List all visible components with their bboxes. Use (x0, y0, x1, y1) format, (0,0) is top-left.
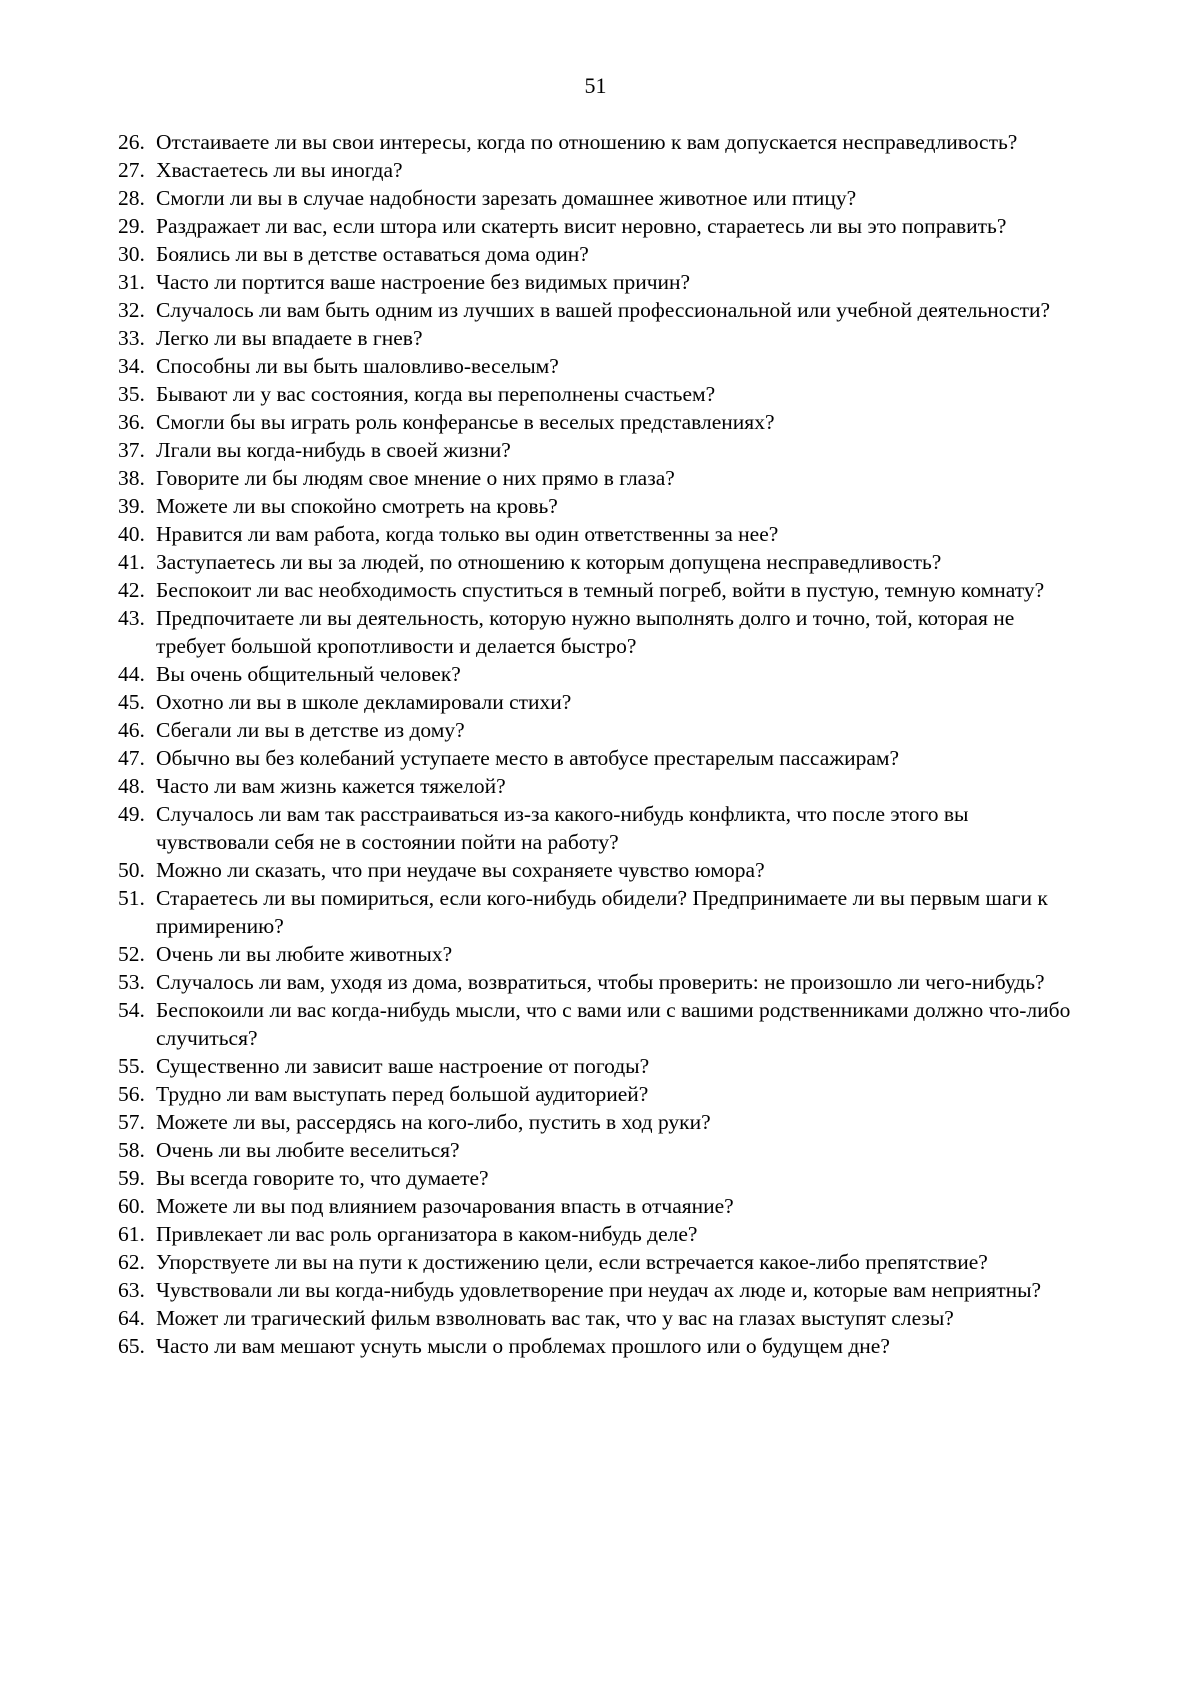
question-item (118, 184, 1078, 212)
question-list (118, 128, 1078, 1360)
question-number: 59. (118, 1166, 145, 1190)
question-text: Вы всегда говорите то, что думаете? (156, 1166, 489, 1190)
question-text: Беспокоили ли вас когда-нибудь мысли, что с вами или с вашими родственниками должно что-либо случиться? (156, 998, 1071, 1050)
question-text: Говорите ли бы людям свое мнение о них прямо в глаза? (156, 466, 675, 490)
question-item (118, 716, 1078, 744)
question-text: Отстаиваете ли вы свои интересы, когда по отношению к вам допускается несправедливость? (156, 130, 1018, 154)
question-number: 56. (118, 1082, 145, 1106)
question-text: Способны ли вы быть шаловливо-веселым? (156, 354, 559, 378)
question-item (118, 1108, 1078, 1136)
question-number: 49. (118, 802, 145, 826)
question-number: 47. (118, 746, 145, 770)
question-number: 54. (118, 998, 145, 1022)
question-item (118, 380, 1078, 408)
question-text: Стараетесь ли вы помириться, если кого-нибудь обидели? Предпринимаете ли вы первым шаги к примирению? (156, 886, 1048, 938)
question-number: 55. (118, 1054, 145, 1078)
question-number: 36. (118, 410, 145, 434)
question-number: 32. (118, 298, 145, 322)
question-item (118, 884, 1078, 940)
question-text: Можно ли сказать, что при неудаче вы сохраняете чувство юмора? (156, 858, 765, 882)
question-text: Нравится ли вам работа, когда только вы один ответственны за нее? (156, 522, 779, 546)
question-text: Можете ли вы, рассердясь на кого-либо, пустить в ход руки? (156, 1110, 711, 1134)
question-text: Смогли ли вы в случае надобности зарезать домашнее животное или птицу? (156, 186, 857, 210)
question-item (118, 408, 1078, 436)
question-text: Может ли трагический фильм взволновать вас так, что у вас на глазах выступят слезы? (156, 1306, 954, 1330)
question-number: 51. (118, 886, 145, 910)
question-number: 63. (118, 1278, 145, 1302)
question-item (118, 968, 1078, 996)
question-text: Случалось ли вам, уходя из дома, возвратиться, чтобы проверить: не произошло ли чего-нибудь? (156, 970, 1045, 994)
question-text: Обычно вы без колебаний уступаете место в автобусе престарелым пассажирам? (156, 746, 900, 770)
question-number: 53. (118, 970, 145, 994)
question-number: 62. (118, 1250, 145, 1274)
question-number: 44. (118, 662, 145, 686)
question-item (118, 240, 1078, 268)
question-number: 42. (118, 578, 145, 602)
question-item (118, 1192, 1078, 1220)
question-number: 65. (118, 1334, 145, 1358)
question-text: Легко ли вы впадаете в гнев? (156, 326, 423, 350)
question-number: 52. (118, 942, 145, 966)
question-number: 57. (118, 1110, 145, 1134)
question-item (118, 436, 1078, 464)
question-number: 35. (118, 382, 145, 406)
question-text: Часто ли портится ваше настроение без видимых причин? (156, 270, 691, 294)
question-item (118, 940, 1078, 968)
question-item (118, 1332, 1078, 1360)
question-item (118, 520, 1078, 548)
question-number: 34. (118, 354, 145, 378)
question-text: Предпочитаете ли вы деятельность, которую нужно выполнять долго и точно, той, которая не требует большой кропотливости и делается быстро? (156, 606, 1015, 658)
question-item (118, 212, 1078, 240)
question-number: 58. (118, 1138, 145, 1162)
question-item (118, 1248, 1078, 1276)
question-item (118, 1080, 1078, 1108)
question-number: 41. (118, 550, 145, 574)
question-item (118, 296, 1078, 324)
question-number: 40. (118, 522, 145, 546)
question-number: 38. (118, 466, 145, 490)
question-text: Привлекает ли вас роль организатора в каком-нибудь деле? (156, 1222, 698, 1246)
question-item (118, 856, 1078, 884)
question-number: 28. (118, 186, 145, 210)
question-text: Можете ли вы спокойно смотреть на кровь? (156, 494, 558, 518)
question-text: Охотно ли вы в школе декламировали стихи? (156, 690, 572, 714)
question-item (118, 660, 1078, 688)
question-item (118, 128, 1078, 156)
question-item (118, 268, 1078, 296)
question-item (118, 744, 1078, 772)
question-item (118, 576, 1078, 604)
page-number: 51 (584, 73, 607, 98)
question-item (118, 604, 1078, 660)
question-text: Раздражает ли вас, если штора или скатерть висит неровно, стараетесь ли вы это поправить? (156, 214, 1007, 238)
question-item (118, 1052, 1078, 1080)
question-text: Можете ли вы под влиянием разочарования впасть в отчаяние? (156, 1194, 734, 1218)
question-number: 50. (118, 858, 145, 882)
question-text: Часто ли вам жизнь кажется тяжелой? (156, 774, 506, 798)
question-number: 37. (118, 438, 145, 462)
question-item (118, 996, 1078, 1052)
question-number: 61. (118, 1222, 145, 1246)
question-item (118, 548, 1078, 576)
question-text: Беспокоит ли вас необходимость спуститься в темный погреб, войти в пустую, темную комнату? (156, 578, 1045, 602)
question-item (118, 688, 1078, 716)
question-text: Очень ли вы любите животных? (156, 942, 453, 966)
question-item (118, 156, 1078, 184)
question-item (118, 324, 1078, 352)
question-number: 39. (118, 494, 145, 518)
question-text: Хвастаетесь ли вы иногда? (156, 158, 403, 182)
question-text: Заступаетесь ли вы за людей, по отношению к которым допущена несправедливость? (156, 550, 942, 574)
question-number: 26. (118, 130, 145, 154)
question-text: Очень ли вы любите веселиться? (156, 1138, 460, 1162)
question-text: Случалось ли вам так расстраиваться из-за какого-нибудь конфликта, что после этого вы чувствовали себя не в состоянии пойти на работу? (156, 802, 969, 854)
question-number: 29. (118, 214, 145, 238)
question-item (118, 492, 1078, 520)
question-number: 45. (118, 690, 145, 714)
question-text: Трудно ли вам выступать перед большой аудиторией? (156, 1082, 649, 1106)
question-number: 48. (118, 774, 145, 798)
question-number: 33. (118, 326, 145, 350)
question-text: Сбегали ли вы в детстве из дому? (156, 718, 465, 742)
question-number: 60. (118, 1194, 145, 1218)
question-item (118, 772, 1078, 800)
question-item (118, 1164, 1078, 1192)
question-number: 27. (118, 158, 145, 182)
question-number: 46. (118, 718, 145, 742)
question-item (118, 1136, 1078, 1164)
question-number: 31. (118, 270, 145, 294)
question-item (118, 1276, 1078, 1304)
question-text: Чувствовали ли вы когда-нибудь удовлетворение при неудач ах люде и, которые вам неприятны? (156, 1278, 1042, 1302)
question-text: Вы очень общительный человек? (156, 662, 461, 686)
question-number: 64. (118, 1306, 145, 1330)
question-number: 30. (118, 242, 145, 266)
question-number: 43. (118, 606, 145, 630)
question-text: Смогли бы вы играть роль конферансье в веселых представлениях? (156, 410, 775, 434)
question-text: Боялись ли вы в детстве оставаться дома один? (156, 242, 589, 266)
question-item (118, 464, 1078, 492)
question-text: Существенно ли зависит ваше настроение от погоды? (156, 1054, 650, 1078)
question-text: Случалось ли вам быть одним из лучших в вашей профессиональной или учебной деятельности? (156, 298, 1051, 322)
question-item (118, 800, 1078, 856)
question-item (118, 1220, 1078, 1248)
question-item (118, 352, 1078, 380)
question-text: Бывают ли у вас состояния, когда вы переполнены счастьем? (156, 382, 716, 406)
question-text: Часто ли вам мешают уснуть мысли о проблемах прошлого или о будущем дне? (156, 1334, 890, 1358)
question-item (118, 1304, 1078, 1332)
question-text: Лгали вы когда-нибудь в своей жизни? (156, 438, 511, 462)
question-text: Упорствуете ли вы на пути к достижению цели, если встречается какое-либо препятствие? (156, 1250, 988, 1274)
